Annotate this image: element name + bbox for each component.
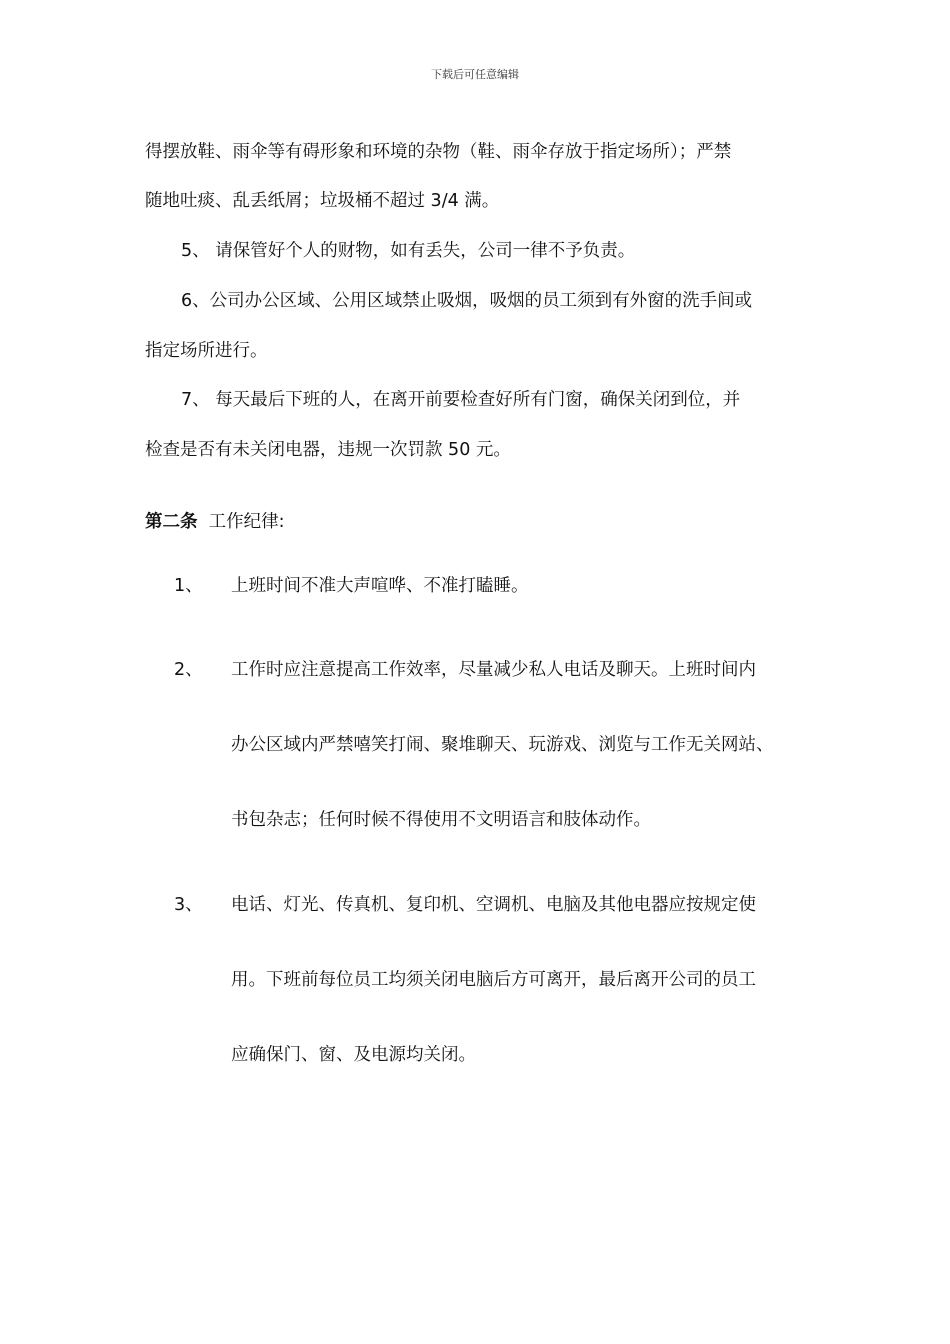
list-item-line: 电话、灯光、传真机、复印机、空调机、电脑及其他电器应按规定使 [231, 895, 756, 915]
article-subtitle: 工作纪律: [208, 512, 285, 532]
list-item-number: 3、 [174, 895, 203, 915]
list-item-line: 用。下班前每位员工均须关闭电脑后方可离开，最后离开公司的员工 [231, 970, 756, 990]
article-heading [145, 510, 285, 534]
page-header: 下载后可任意编辑 [431, 68, 519, 81]
list-item-number: 1、 [174, 576, 203, 596]
article-number: 第二条 [145, 512, 198, 532]
list-item-line: 工作时应注意提高工作效率，尽量减少私人电话及聊天。上班时间内 [231, 660, 756, 680]
rule-item-6-line-1: 6、公司办公区域、公用区域禁止吸烟，吸烟的员工须到有外窗的洗手间或 [181, 291, 753, 311]
list-item-line: 上班时间不准大声喧哗、不准打瞌睡。 [231, 576, 529, 596]
rule-item-5: 5、 请保管好个人的财物，如有丢失，公司一律不予负责。 [181, 241, 636, 261]
continued-text-line-2: 随地吐痰、乱丢纸屑；垃圾桶不超过 3/4 满。 [145, 191, 500, 211]
list-item-line: 应确保门、窗、及电源均关闭。 [231, 1045, 476, 1065]
rule-item-6-line-2: 指定场所进行。 [145, 341, 268, 361]
list-item-number: 2、 [174, 660, 203, 680]
list-item-line: 书包杂志；任何时候不得使用不文明语言和肢体动作。 [231, 810, 651, 830]
rule-item-7-line-2: 检查是否有未关闭电器，违规一次罚款 50 元。 [145, 440, 511, 460]
rule-item-7-line-1: 7、 每天最后下班的人，在离开前要检查好所有门窗，确保关闭到位，并 [181, 390, 741, 410]
list-item-line: 办公区域内严禁嘻笑打闹、聚堆聊天、玩游戏、浏览与工作无关网站、 [231, 735, 774, 755]
continued-text-line-1: 得摆放鞋、雨伞等有碍形象和环境的杂物（鞋、雨伞存放于指定场所）；严禁 [145, 142, 732, 162]
